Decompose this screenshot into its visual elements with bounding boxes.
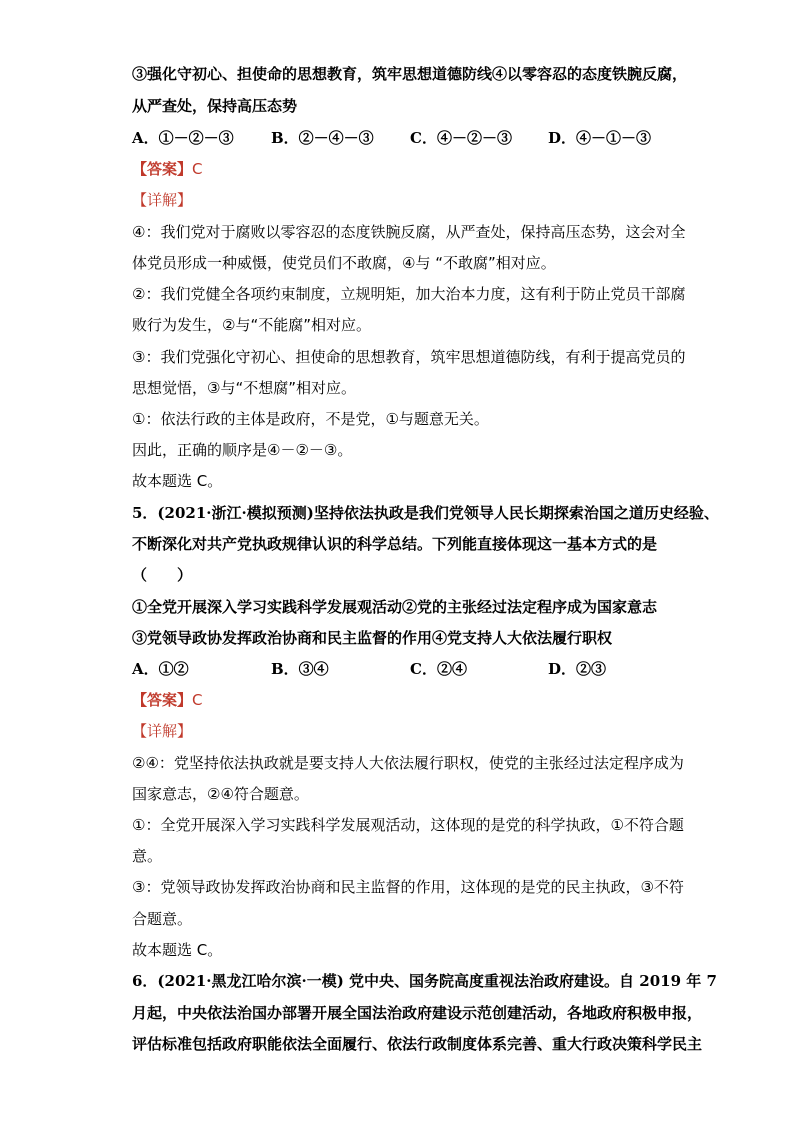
q5-answer-value: C — [192, 691, 203, 709]
q5-stem-line-3: （ ） — [132, 566, 193, 584]
q5-option-c: C．②④ — [410, 660, 467, 678]
q4-stem-line-2: 从严查处，保持高压态势 — [132, 97, 298, 115]
q6-stem-line-2: 月起，中央依法治国办部署开展全国法治政府建设示范创建活动，各地政府积极申报， — [132, 1004, 703, 1022]
q5-stem-line-1: 5．(2021·浙江·模拟预测)坚持依法执政是我们党领导人民长期探索治国之道历史经验、 — [132, 504, 719, 522]
q5-explanation-line-6: 合题意。 — [132, 910, 193, 928]
q4-option-a: A．①－②－③ — [132, 129, 234, 147]
q5-stem-line-2: 不断深化对共产党执政规律认识的科学总结。下列能直接体现这一基本方式的是 — [132, 535, 658, 553]
q5-explanation-line-5: ③：党领导政协发挥政治协商和民主监督的作用，这体现的是党的民主执政，③不符 — [132, 878, 684, 896]
q4-explanation-line-6: 思想觉悟，③与“不想腐”相对应。 — [132, 379, 356, 397]
q4-explanation-line-3: ②：我们党健全各项约束制度，立规明矩，加大治本力度，这有利于防止党员干部腐 — [132, 285, 686, 303]
q4-detail-label: 【详解】 — [132, 191, 193, 209]
q5-option-d: D．②③ — [548, 660, 607, 678]
q4-explanation-line-8: 因此，正确的顺序是④－②－③。 — [132, 441, 353, 459]
q5-explanation-line-3: ①：全党开展深入学习实践科学发展观活动，这体现的是党的科学执政，①不符合题 — [132, 816, 684, 834]
q5-stem-line-4: ①全党开展深入学习实践科学发展观活动②党的主张经过法定程序成为国家意志 — [132, 598, 658, 616]
q4-explanation-line-2: 体党员形成一种威慑，使党员们不敢腐，④与 “不敢腐”相对应。 — [132, 254, 556, 272]
q6-stem-line-3: 评估标准包括政府职能依法全面履行、依法行政制度体系完善、重大行政决策科学民主 — [132, 1035, 703, 1053]
q4-explanation-line-7: ①：依法行政的主体是政府，不是党，①与题意无关。 — [132, 410, 489, 428]
q4-answer — [132, 158, 203, 180]
q5-answer-label: 【答案】 — [132, 691, 193, 709]
q5-explanation-line-1: ②④：党坚持依法执政就是要支持人大依法履行职权，使党的主张经过法定程序成为 — [132, 754, 684, 772]
q4-answer-label: 【答案】 — [132, 160, 193, 178]
q4-option-d: D．④－①－③ — [548, 129, 652, 147]
q5-answer — [132, 689, 203, 711]
q4-option-b: B．②－④－③ — [271, 129, 374, 147]
q5-stem-line-5: ③党领导政协发挥政治协商和民主监督的作用④党支持人大依法履行职权 — [132, 629, 613, 647]
q5-explanation-line-2: 国家意志，②④符合题意。 — [132, 785, 309, 803]
q4-explanation-line-5: ③：我们党强化守初心、担使命的思想教育，筑牢思想道德防线，有利于提高党员的 — [132, 348, 686, 366]
q4-conclusion: 故本题选 C。 — [132, 472, 223, 490]
q5-explanation-line-4: 意。 — [132, 847, 163, 865]
q5-option-a: A．①② — [132, 660, 189, 678]
q4-explanation-line-1: ④：我们党对于腐败以零容忍的态度铁腕反腐，从严查处，保持高压态势，这会对全 — [132, 223, 686, 241]
q5-conclusion: 故本题选 C。 — [132, 941, 223, 959]
q4-stem-line-1: ③强化守初心、担使命的思想教育，筑牢思想道德防线④以零容忍的态度铁腕反腐， — [132, 65, 688, 83]
q5-option-b: B．③④ — [271, 660, 329, 678]
q4-option-c: C．④－②－③ — [410, 129, 512, 147]
q6-stem-line-1: 6．(2021·黑龙江哈尔滨·一模) 党中央、国务院高度重视法治政府建设。自 2019 年 7 — [132, 972, 717, 990]
q5-detail-label: 【详解】 — [132, 722, 193, 740]
q4-answer-value: C — [192, 160, 203, 178]
q4-explanation-line-4: 败行为发生，②与“不能腐”相对应。 — [132, 316, 371, 334]
